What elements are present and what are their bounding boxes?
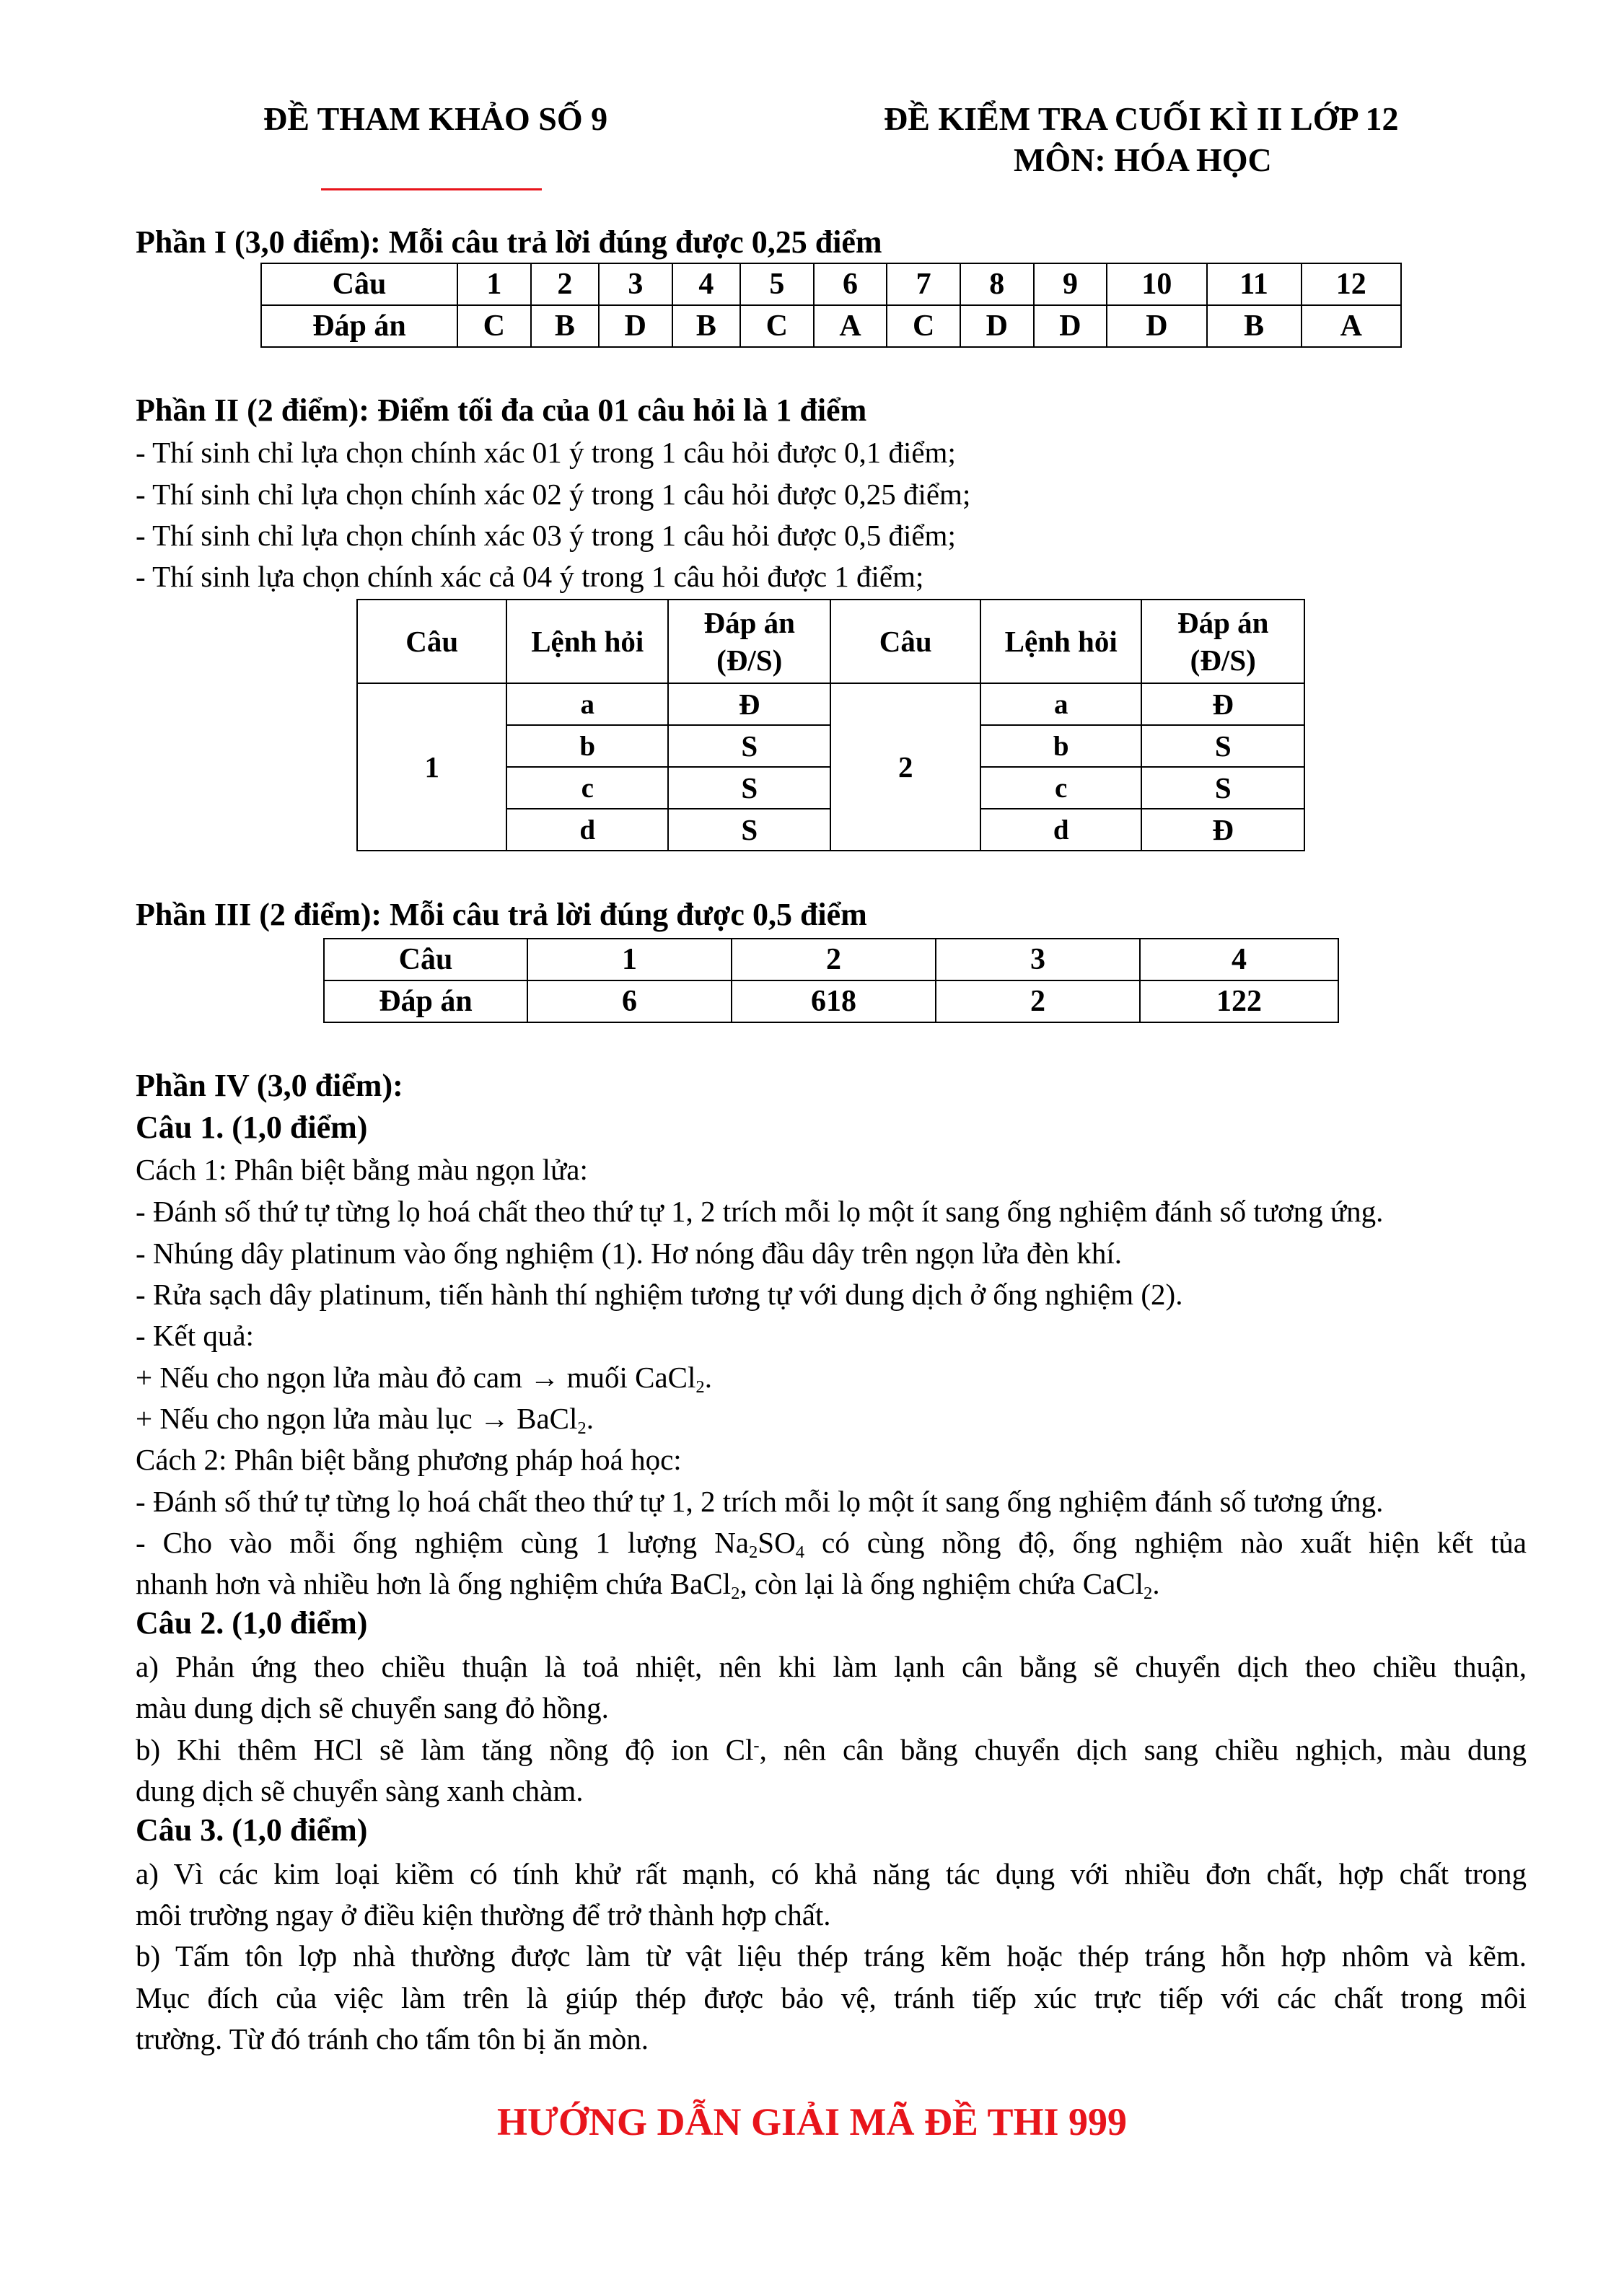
table-cell: 10 (1107, 263, 1206, 305)
superscript: - (753, 1735, 760, 1755)
question-number-cell: 2 (830, 683, 980, 851)
method-1-heading: Cách 1: Phân biệt bằng màu ngọn lửa: (136, 1153, 588, 1186)
result-text: + Nếu cho ngọn lửa màu đỏ cam → muối CaCl (136, 1361, 696, 1394)
table-cell: d (506, 809, 668, 851)
result-text: + Nếu cho ngọn lửa màu lục → BaCl (136, 1402, 578, 1435)
table-cell: c (506, 767, 668, 809)
table-header-cell (1141, 600, 1304, 683)
table-row (324, 980, 1338, 1022)
result-end: . (586, 1402, 594, 1435)
part1-title: Phần I (3,0 điểm): Mỗi câu trả lời đúng được 0,25 điểm (136, 224, 882, 260)
exam-title: ĐỀ KIỂM TRA CUỐI KÌ II LỚP 12 (884, 100, 1399, 137)
table-cell: A (814, 305, 887, 347)
q3-answer-a: a) Vì các kim loại kiềm có tính khử rất mạnh, có khả năng tác dụng với nhiều đơn chất, hợp chất trong (136, 1857, 1527, 1890)
table-row (357, 600, 1304, 683)
table-row (324, 939, 1338, 980)
question-2-title: Câu 2. (1,0 điểm) (136, 1605, 368, 1641)
answer-header-line1: Đáp án (1177, 606, 1269, 639)
method-2-step-cont (136, 1563, 1160, 1610)
table-cell: 3 (599, 263, 672, 305)
subscript: 2 (1144, 1584, 1153, 1604)
text-span: , còn lại là ống nghiệm chứa CaCl (739, 1567, 1144, 1600)
text-span: SO (758, 1526, 796, 1559)
subscript: 2 (749, 1543, 758, 1563)
table-cell: a (506, 683, 668, 725)
subject-title: MÔN: HÓA HỌC (1014, 141, 1272, 178)
table-cell: 11 (1207, 263, 1302, 305)
table-cell: S (668, 809, 830, 851)
table-row (357, 683, 1304, 725)
table-cell: 12 (1302, 263, 1401, 305)
table-cell: B (1207, 305, 1302, 347)
question-number-cell: 1 (357, 683, 506, 851)
table-row (261, 263, 1401, 305)
table-cell: S (1141, 725, 1304, 767)
table-cell: 2 (732, 939, 936, 980)
part2-rule: - Thí sinh chỉ lựa chọn chính xác 02 ý trong 1 câu hỏi được 0,25 điểm; (136, 478, 971, 511)
part2-answer-table (356, 599, 1305, 851)
q2-answer-a: a) Phản ứng theo chiều thuận là toả nhiệt, nên khi làm lạnh cân bằng sẽ chuyển dịch theo chiều thuận, (136, 1650, 1527, 1683)
part4-title: Phần IV (3,0 điểm): (136, 1068, 403, 1103)
question-3-title: Câu 3. (1,0 điểm) (136, 1812, 368, 1848)
table-header-cell: Câu (324, 939, 527, 980)
q2-answer-a-cont: màu dung dịch sẽ chuyển sang đỏ hồng. (136, 1691, 609, 1724)
table-cell: C (457, 305, 531, 347)
table-cell: 3 (936, 939, 1140, 980)
table-cell: C (887, 305, 960, 347)
q2-answer-b-cont: dung dịch sẽ chuyển sàng xanh chàm. (136, 1774, 584, 1807)
table-header-cell: Lệnh hỏi (980, 600, 1142, 683)
table-header-cell: Lệnh hỏi (506, 600, 668, 683)
table-header-cell (668, 600, 830, 683)
method-1-step: - Đánh số thứ tự từng lọ hoá chất theo thứ tự 1, 2 trích mỗi lọ một ít sang ống nghiệm đánh số tương ứng. (136, 1195, 1384, 1228)
subscript: 2 (577, 1418, 587, 1439)
table-cell: B (672, 305, 740, 347)
table-cell: 7 (887, 263, 960, 305)
subscript: 2 (695, 1377, 705, 1397)
method-1-result-line (136, 1356, 712, 1403)
table-cell: 9 (1034, 263, 1107, 305)
method-1-result: - Kết quả: (136, 1319, 254, 1352)
table-cell: D (1107, 305, 1206, 347)
table-cell: 8 (960, 263, 1034, 305)
table-cell: d (980, 809, 1142, 851)
table-cell: Đ (668, 683, 830, 725)
red-underline (321, 188, 542, 190)
table-cell: Đ (1141, 683, 1304, 725)
method-2-heading: Cách 2: Phân biệt bằng phương pháp hoá học: (136, 1443, 682, 1476)
method-1-step: - Rửa sạch dây platinum, tiến hành thí nghiệm tương tự với dung dịch ở ống nghiệm (2). (136, 1278, 1183, 1311)
text-span: . (1152, 1567, 1160, 1600)
subscript: 2 (731, 1584, 740, 1604)
table-header-cell: Câu (357, 600, 506, 683)
table-cell: 6 (527, 980, 732, 1022)
table-cell: B (531, 305, 599, 347)
table-cell: D (960, 305, 1034, 347)
table-cell: D (599, 305, 672, 347)
text-span: , nên cân bằng chuyển dịch sang chiều nghịch, màu dung (759, 1733, 1527, 1766)
table-row (261, 305, 1401, 347)
part3-answer-table (323, 938, 1339, 1023)
part2-rule: - Thí sinh chỉ lựa chọn chính xác 03 ý trong 1 câu hỏi được 0,5 điểm; (136, 519, 956, 552)
exam-code-title: ĐỀ THAM KHẢO SỐ 9 (263, 100, 608, 137)
part3-title: Phần III (2 điểm): Mỗi câu trả lời đúng được 0,5 điểm (136, 897, 867, 932)
table-cell: 122 (1140, 980, 1338, 1022)
method-1-result-line (136, 1397, 594, 1444)
table-header-cell: Câu (261, 263, 457, 305)
text-span: có cùng nồng độ, ống nghiệm nào xuất hiện kết tủa (804, 1526, 1527, 1559)
table-cell: b (506, 725, 668, 767)
part1-answer-table (260, 263, 1402, 348)
table-header-cell: Đáp án (261, 305, 457, 347)
q3-answer-b-end: trường. Từ đó tránh cho tấm tôn bị ăn mòn. (136, 2022, 649, 2055)
table-cell: 2 (531, 263, 599, 305)
footer-banner: HƯỚNG DẪN GIẢI MÃ ĐỀ THI 999 (496, 2100, 1128, 2143)
part2-rule: - Thí sinh lựa chọn chính xác cả 04 ý trong 1 câu hỏi được 1 điểm; (136, 560, 924, 593)
text-span: - Cho vào mỗi ống nghiệm cùng 1 lượng Na (136, 1526, 749, 1559)
table-cell: S (668, 767, 830, 809)
table-cell: 2 (936, 980, 1140, 1022)
part2-title: Phần II (2 điểm): Điểm tối đa của 01 câu hỏi là 1 điểm (136, 392, 867, 428)
table-cell: c (980, 767, 1142, 809)
table-cell: C (740, 305, 814, 347)
table-header-cell: Đáp án (324, 980, 527, 1022)
table-cell: 4 (1140, 939, 1338, 980)
q2-answer-b (136, 1729, 1527, 1776)
table-cell: 1 (457, 263, 531, 305)
table-cell: A (1302, 305, 1401, 347)
table-cell: 1 (527, 939, 732, 980)
method-1-step: - Nhúng dây platinum vào ống nghiệm (1). Hơ nóng đầu dây trên ngọn lửa đèn khí. (136, 1237, 1123, 1270)
table-cell: 6 (814, 263, 887, 305)
table-cell: b (980, 725, 1142, 767)
subscript: 4 (795, 1543, 805, 1563)
table-cell: D (1034, 305, 1107, 347)
table-cell: 5 (740, 263, 814, 305)
q3-answer-b-cont: Mục đích của việc làm trên là giúp thép được bảo vệ, tránh tiếp xúc trực tiếp với các chất trong môi (136, 1981, 1527, 2014)
text-span: b) Khi thêm HCl sẽ làm tăng nồng độ ion Cl (136, 1733, 754, 1766)
answer-header-line1: Đáp án (703, 606, 795, 639)
q3-answer-b: b) Tấm tôn lợp nhà thường được làm từ vật liệu thép tráng kẽm hoặc thép tráng hỗn hợp nhôm và kẽm. (136, 1939, 1527, 1973)
table-header-cell: Câu (830, 600, 980, 683)
answer-header-line2: (Đ/S) (1190, 644, 1256, 677)
question-1-title: Câu 1. (1,0 điểm) (136, 1110, 368, 1145)
table-cell: S (668, 725, 830, 767)
part2-rule: - Thí sinh chỉ lựa chọn chính xác 01 ý trong 1 câu hỏi được 0,1 điểm; (136, 436, 956, 469)
table-cell: 4 (672, 263, 740, 305)
table-cell: Đ (1141, 809, 1304, 851)
method-2-step (136, 1522, 1527, 1568)
answer-header-line2: (Đ/S) (716, 644, 783, 677)
result-end: . (704, 1361, 712, 1394)
method-2-step: - Đánh số thứ tự từng lọ hoá chất theo thứ tự 1, 2 trích mỗi lọ một ít sang ống nghiệm đánh số tương ứng. (136, 1485, 1384, 1518)
table-cell: S (1141, 767, 1304, 809)
table-cell: a (980, 683, 1142, 725)
table-cell: 618 (732, 980, 936, 1022)
q3-answer-a-cont: môi trường ngay ở điều kiện thường để trở thành hợp chất. (136, 1898, 831, 1931)
text-span: nhanh hơn và nhiều hơn là ống nghiệm chứa BaCl (136, 1567, 732, 1600)
